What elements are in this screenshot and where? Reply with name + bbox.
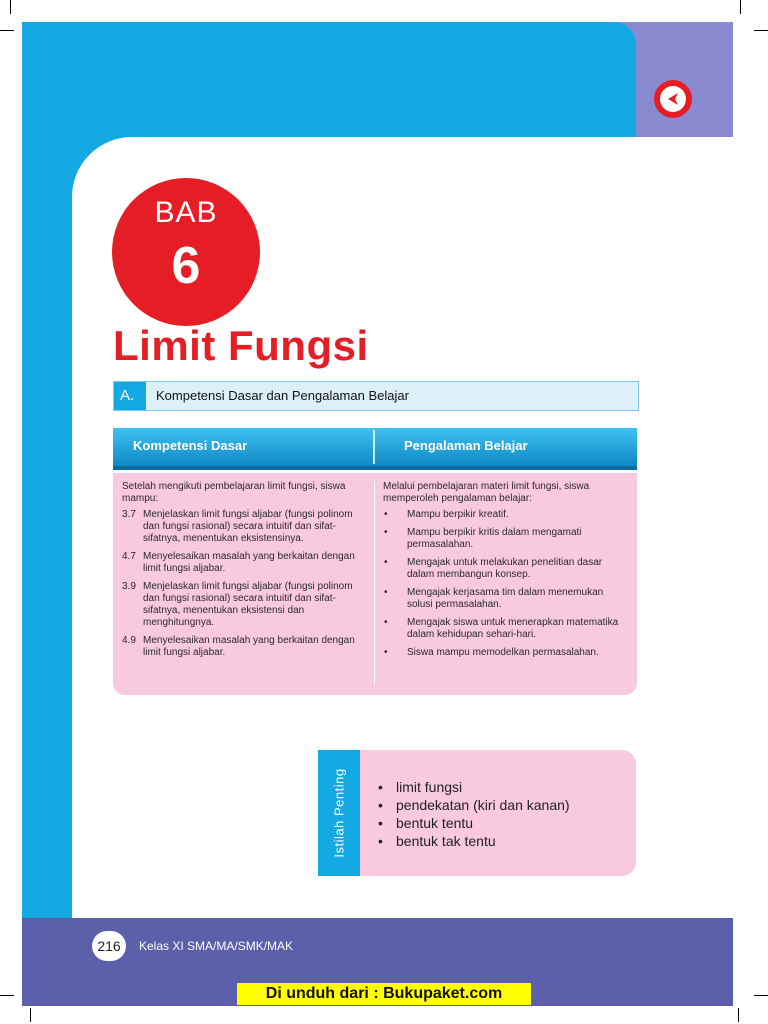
key-term-item: • bentuk tak tentu [376,832,570,850]
pengalaman-list [383,509,627,659]
header-kompetensi-dasar: Kompetensi Dasar [133,438,248,453]
pengalaman-item: • Mengajak siswa untuk menerapkan matematika dalam kehidupan sehari-hari. [383,617,627,641]
crop-mark [0,30,14,31]
section-title: Kompetensi Dasar dan Pengalaman Belajar [156,388,409,403]
kompetensi-column [122,481,358,665]
pengalaman-item: • Mampu berpikir kreatif. [383,509,627,521]
key-term-item: • limit fungsi [376,778,570,796]
pengalaman-item: • Mengajak untuk melakukan penelitian dasar dalam membangun konsep. [383,557,627,581]
column-divider [374,481,375,685]
kompetensi-text: Menjelaskan limit fungsi aljabar (fungsi polinom dan fungsi rasional) secara intuitif dan sifat-sifatnya, menentukan eksistensi dan menghitungnya. [143,581,353,628]
chapter-number: 6 [171,237,201,295]
key-terms-label: Istilah Penting [331,768,347,858]
key-term-item: • bentuk tentu [376,814,570,832]
header-divider [373,430,375,464]
chapter-label: BAB [154,196,218,229]
crop-mark [30,1008,31,1022]
crop-mark [754,30,768,31]
crop-mark [738,1008,739,1022]
pengalaman-item: • Mengajak kerjasama tim dalam menemukan solusi permasalahan. [383,587,627,611]
competency-table-header [113,428,637,466]
section-letter: A. [114,382,146,410]
key-term-item: • pendekatan (kiri dan kanan) [376,796,570,814]
pengalaman-intro: Melalui pembelajaran materi limit fungsi, siswa memperoleh pengalaman belajar: [383,481,590,504]
back-button[interactable] [654,80,692,118]
kompetensi-item [122,581,358,629]
header-shadow [113,466,637,470]
chapter-title: Limit Fungsi [113,322,369,369]
kompetensi-text: Menyelesaikan masalah yang berkaitan dengan limit fungsi aljabar. [143,635,355,658]
kompetensi-text: Menjelaskan limit fungsi aljabar (fungsi polinom dan fungsi rasional) secara intuitif dan sifat-sifatnya, menentukan eksistensinya. [143,509,353,544]
pengalaman-item: • Mampu berpikir kritis dalam mengamati permasalahan. [383,527,627,551]
cyan-side-frame [22,22,72,922]
competency-table-body [113,473,637,695]
kompetensi-number: 4.9 [122,635,136,646]
kompetensi-item [122,551,358,575]
kompetensi-number: 4.7 [122,551,136,562]
footer-class-text: Kelas XI SMA/MA/SMK/MAK [139,939,294,953]
kompetensi-number: 3.9 [122,581,136,592]
kompetensi-item [122,509,358,545]
kompetensi-item [122,635,358,659]
back-arrow-icon [666,92,680,106]
pengalaman-column [383,481,627,665]
pengalaman-item: • Siswa mampu memodelkan permasalahan. [383,647,627,659]
crop-mark [740,0,741,14]
download-source-banner: Di unduh dari : Bukupaket.com [237,983,531,1005]
chapter-badge [112,178,260,326]
kompetensi-text: Menyelesaikan masalah yang berkaitan dengan limit fungsi aljabar. [143,551,355,574]
crop-mark [0,995,14,996]
key-terms-list [376,778,570,850]
section-heading [113,381,639,411]
crop-mark [10,0,11,14]
crop-mark [754,995,768,996]
page-number: 216 [92,931,126,961]
kompetensi-number: 3.7 [122,509,136,520]
key-terms-tab [318,750,360,876]
header-pengalaman-belajar: Pengalaman Belajar [404,438,528,453]
kompetensi-intro: Setelah mengikuti pembelajaran limit fungsi, siswa mampu: [122,481,346,504]
